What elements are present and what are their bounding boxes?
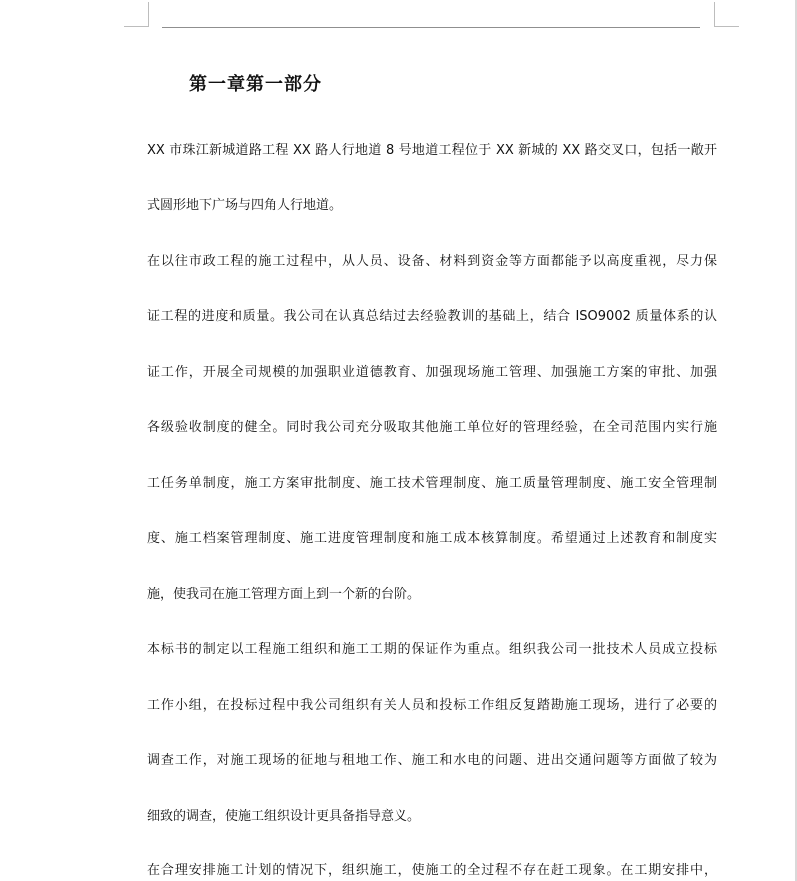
paragraph-line: 证工作，开展全司规模的加强职业道德教育、加强现场施工管理、加强施工方案的审批、加强 <box>147 365 717 380</box>
paragraph-line: XX 市珠江新城道路工程 XX 路人行地道 8 号地道工程位于 XX 新城的 XX 路交叉口，包括一敞开 <box>147 143 717 158</box>
paragraph-line: 度、施工档案管理制度、施工进度管理制度和施工成本核算制度。希望通过上述教育和制度实 <box>147 531 717 546</box>
paragraph-line: 在以往市政工程的施工过程中，从人员、设备、材料到资金等方面都能予以高度重视，尽力保 <box>147 254 717 269</box>
paragraph-line: 细致的调查，使施工组织设计更具备指导意义。 <box>147 809 421 824</box>
paragraph-line: 在合理安排施工计划的情况下，组织施工，使施工的全过程不存在赶工现象。在工期安排中， <box>147 863 717 878</box>
paragraph-line: 式圆形地下广场与四角人行地道。 <box>147 198 343 213</box>
header-rule <box>162 27 700 28</box>
paragraph-line: 工作小组，在投标过程中我公司组织有关人员和投标工作组反复踏勘施工现场，进行了必要的 <box>147 698 717 713</box>
paragraph-line: 证工程的进度和质量。我公司在认真总结过去经验教训的基础上，结合 ISO9002 质量体系的认 <box>147 309 717 324</box>
paragraph-line: 各级验收制度的健全。同时我公司充分吸取其他施工单位好的管理经验，在全司范围内实行施 <box>147 420 717 435</box>
paragraph-line: 调查工作，对施工现场的征地与租地工作、施工和水电的问题、进出交通问题等方面做了较为 <box>147 753 717 768</box>
paragraph-line: 本标书的制定以工程施工组织和施工工期的保证作为重点。组织我公司一批技术人员成立投标 <box>147 642 717 657</box>
margin-corner-left <box>124 2 149 27</box>
margin-corner-right <box>714 2 739 27</box>
paragraph-line: 工任务单制度，施工方案审批制度、施工技术管理制度、施工质量管理制度、施工安全管理制 <box>147 476 717 491</box>
paragraph-line: 施，使我司在施工管理方面上到一个新的台阶。 <box>147 587 421 602</box>
chapter-heading: 第一章第一部分 <box>189 74 322 95</box>
